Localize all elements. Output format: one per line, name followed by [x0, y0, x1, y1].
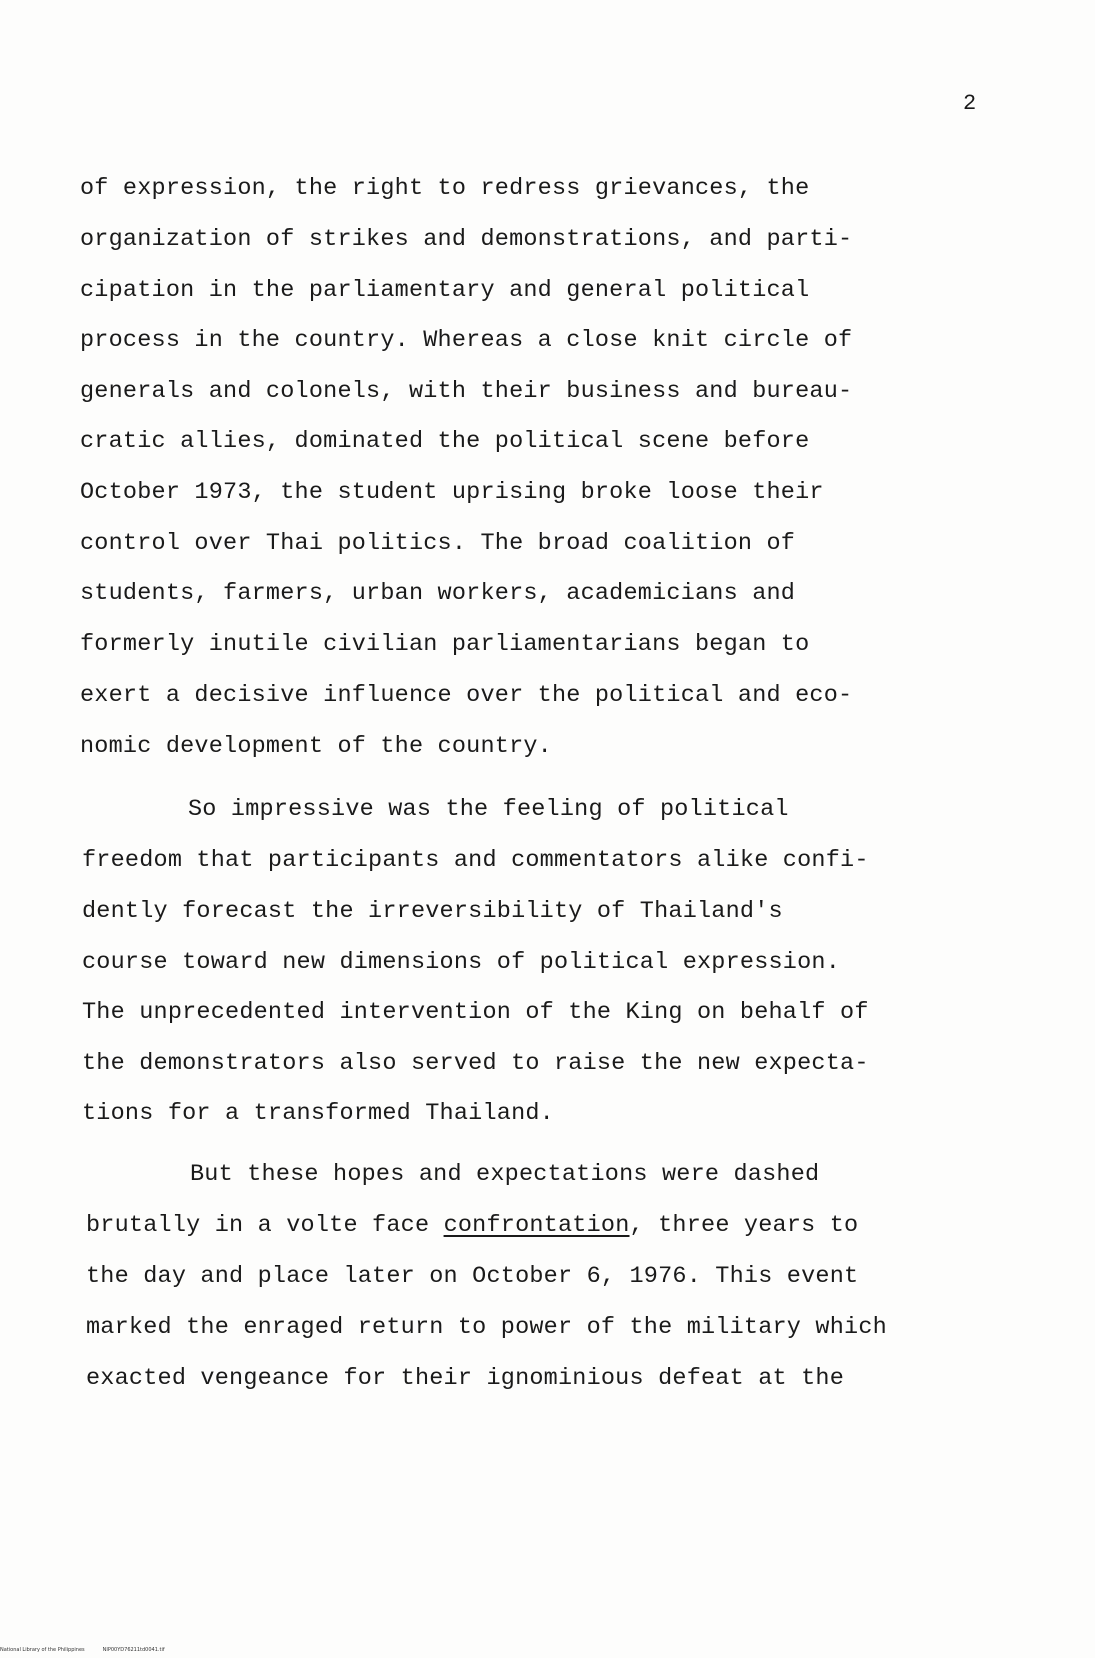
- text-line: the demonstrators also served to raise the new expecta-: [82, 1050, 869, 1077]
- text-line: freedom that participants and commentators alike confi-: [82, 847, 869, 874]
- text-line: process in the country. Whereas a close knit circle of: [80, 327, 853, 354]
- underlined-word: confrontation: [443, 1212, 630, 1239]
- text-line: tions for a transformed Thailand.: [82, 1100, 554, 1127]
- scan-footer: [0, 1647, 165, 1653]
- text-line: So impressive was the feeling of political: [188, 796, 789, 823]
- text-segment: , three years to: [629, 1212, 859, 1239]
- text-line: of expression, the right to redress grievances, the: [80, 175, 810, 202]
- text-segment: brutally in a volte face: [86, 1212, 444, 1239]
- text-line: marked the enraged return to power of the military which: [86, 1314, 887, 1341]
- text-line: nomic development of the country.: [80, 733, 552, 760]
- text-line: exert a decisive influence over the political and eco-: [80, 682, 853, 709]
- text-line-with-underline: [86, 1211, 858, 1241]
- text-line: formerly inutile civilian parliamentarians began to: [80, 631, 810, 658]
- text-line: organization of strikes and demonstrations, and parti-: [80, 226, 853, 253]
- page-number: 2: [963, 91, 977, 116]
- text-line: control over Thai politics. The broad coalition of: [80, 530, 796, 557]
- text-line: course toward new dimensions of political expression.: [82, 949, 841, 976]
- text-line: generals and colonels, with their business and bureau-: [80, 378, 853, 405]
- text-line: October 1973, the student uprising broke loose their: [80, 479, 824, 506]
- text-line: cipation in the parliamentary and general political: [80, 277, 810, 304]
- footer-file: NIP00YD76211td0041.tif: [102, 1647, 165, 1653]
- text-line: the day and place later on October 6, 1976. This event: [86, 1263, 859, 1290]
- text-line: The unprecedented intervention of the King on behalf of: [82, 999, 869, 1026]
- text-line: dently forecast the irreversibility of Thailand's: [82, 898, 783, 925]
- footer-library: National Library of the Philippines: [0, 1647, 85, 1653]
- text-line: exacted vengeance for their ignominious defeat at the: [86, 1365, 845, 1392]
- text-line: cratic allies, dominated the political scene before: [80, 428, 810, 455]
- text-line: But these hopes and expectations were dashed: [190, 1161, 820, 1188]
- text-line: students, farmers, urban workers, academicians and: [80, 580, 796, 607]
